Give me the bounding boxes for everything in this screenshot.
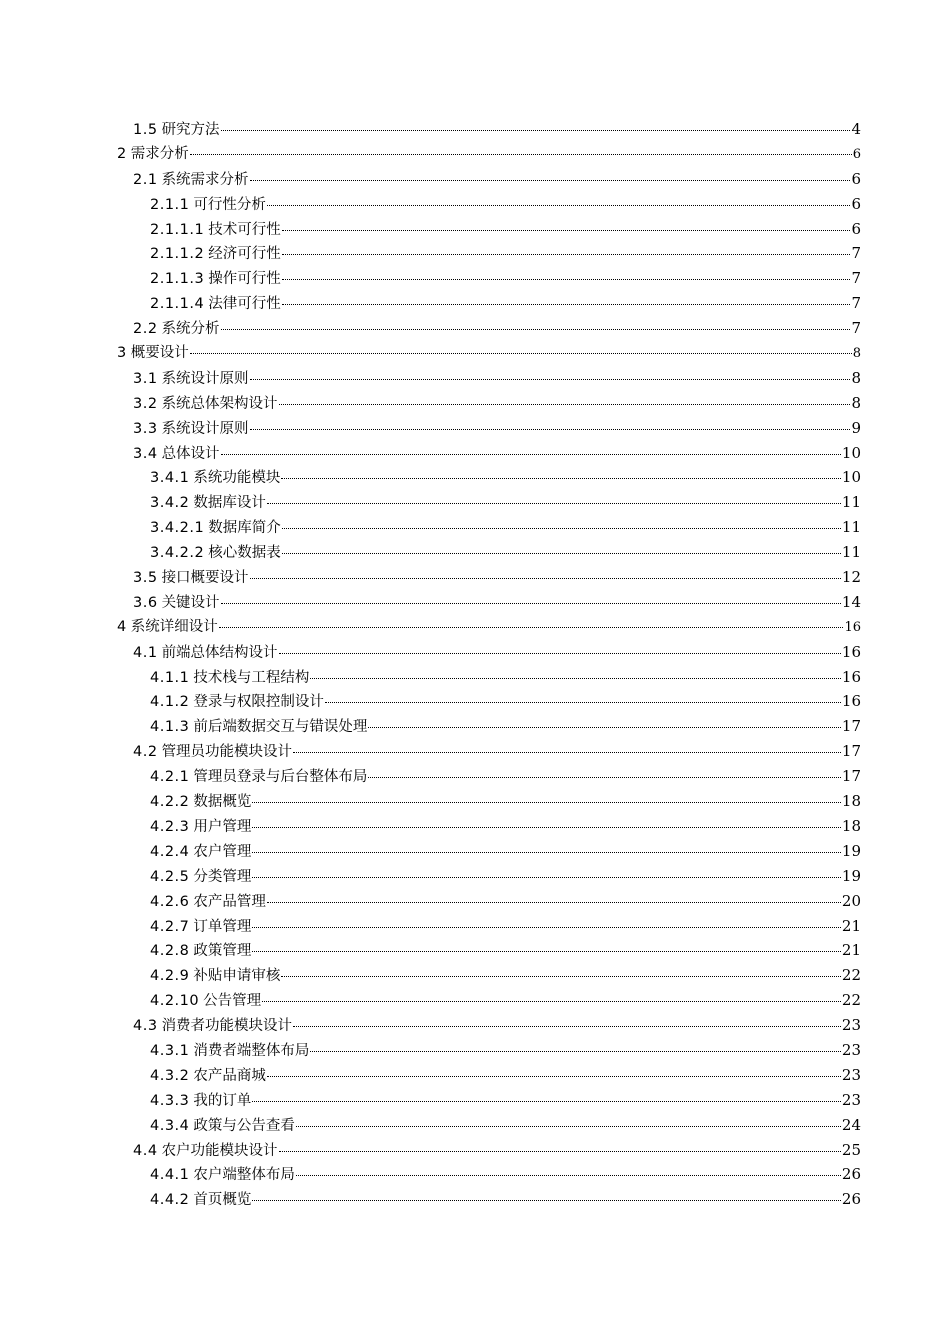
toc-entry-row — [117, 142, 861, 168]
toc-entry-page-number: 18 — [841, 792, 861, 811]
toc-entry-number: 2.1.1 — [150, 196, 190, 213]
toc-entry-title: 核心数据表 — [208, 545, 281, 562]
toc-entry-page-number: 10 — [841, 443, 861, 462]
toc-entry-number: 4.1.3 — [150, 719, 190, 736]
toc-entry-title: 政策与公告查看 — [193, 1117, 295, 1134]
toc-entry-row — [117, 615, 861, 641]
toc-entry-page-number: 23 — [841, 1065, 861, 1084]
toc-entry-title: 需求分析 — [130, 145, 189, 162]
toc-dot-leader — [281, 976, 841, 977]
toc-entry-page-number: 16 — [841, 642, 861, 661]
toc-entry-number: 4.2.9 — [150, 968, 190, 985]
toc-entry-title: 农户功能模块设计 — [161, 1142, 278, 1159]
toc-entry-title: 法律可行性 — [208, 296, 281, 313]
toc-entry-page-number: 18 — [841, 816, 861, 835]
toc-dot-leader — [293, 752, 841, 753]
toc-entry-page-number: 14 — [841, 592, 861, 611]
toc-dot-leader — [267, 503, 841, 504]
toc-entry-row — [150, 192, 861, 218]
toc-dot-leader — [250, 429, 851, 430]
toc-entry-title: 系统功能模块 — [193, 470, 281, 487]
toc-entry[interactable] — [0, 814, 950, 839]
toc-entry-row — [150, 764, 861, 790]
toc-entry[interactable] — [0, 565, 950, 590]
toc-entry-page-number: 21 — [841, 916, 861, 935]
toc-entry[interactable] — [0, 640, 950, 665]
toc-entry[interactable] — [0, 1088, 950, 1113]
toc-entry-title: 数据概览 — [193, 794, 252, 811]
toc-entry-row — [150, 914, 861, 940]
toc-entry[interactable] — [0, 1038, 950, 1063]
toc-entry-page-number: 8 — [852, 346, 861, 362]
toc-entry-page-number: 17 — [841, 767, 861, 786]
toc-entry-page-number: 17 — [841, 742, 861, 761]
toc-entry[interactable] — [0, 864, 950, 889]
toc-entry-page-number: 23 — [841, 1040, 861, 1059]
toc-entry-page-number: 12 — [841, 568, 861, 587]
toc-entry[interactable] — [0, 1063, 950, 1088]
toc-dot-leader — [325, 702, 841, 703]
toc-entry-row — [150, 814, 861, 840]
toc-entry-row — [150, 465, 861, 491]
toc-entry-title: 接口概要设计 — [161, 570, 249, 587]
toc-dot-leader — [310, 1051, 841, 1052]
toc-dot-leader — [252, 852, 841, 853]
toc-entry-title: 技术栈与工程结构 — [193, 669, 310, 686]
toc-dot-leader — [282, 279, 851, 280]
toc-entry-row — [133, 117, 861, 143]
toc-dot-leader — [252, 951, 841, 952]
toc-entry-row — [133, 391, 861, 417]
toc-entry-row — [133, 1013, 861, 1039]
toc-entry-title: 系统设计原则 — [161, 420, 249, 437]
toc-entry-number: 4.3 — [133, 1018, 158, 1035]
toc-entry-title: 总体设计 — [161, 445, 220, 462]
toc-entry-page-number: 22 — [841, 991, 861, 1010]
toc-entry[interactable] — [0, 914, 950, 939]
toc-entry-number: 4.4.2 — [150, 1192, 190, 1209]
toc-entry-number: 4.4.1 — [150, 1167, 190, 1184]
toc-dot-leader — [250, 578, 841, 579]
toc-entry[interactable] — [0, 789, 950, 814]
toc-entry-number: 4.3.2 — [150, 1067, 190, 1084]
toc-entry-number: 3.2 — [133, 395, 158, 412]
toc-entry[interactable] — [0, 142, 950, 167]
toc-dot-leader — [221, 454, 841, 455]
toc-entry[interactable] — [0, 391, 950, 416]
toc-entry[interactable] — [0, 764, 950, 789]
toc-entry-number: 4.2.4 — [150, 843, 190, 860]
toc-entry[interactable] — [0, 938, 950, 963]
toc-entry[interactable] — [0, 714, 950, 739]
toc-dot-leader — [190, 353, 852, 354]
toc-dot-leader — [281, 478, 841, 479]
toc-entry-title: 系统详细设计 — [130, 618, 218, 635]
toc-entry-title: 公告管理 — [203, 993, 262, 1010]
toc-entry-page-number: 26 — [841, 1190, 861, 1209]
toc-entry-number: 3.3 — [133, 420, 158, 437]
toc-entry-page-number: 16 — [841, 692, 861, 711]
toc-dot-leader — [252, 1200, 841, 1201]
toc-entry-title: 系统需求分析 — [161, 171, 249, 188]
toc-entry-row — [150, 1187, 861, 1213]
toc-entry-title: 消费者功能模块设计 — [161, 1018, 293, 1035]
toc-entry-page-number: 16 — [844, 619, 861, 635]
toc-dot-leader — [296, 1175, 841, 1176]
toc-entry-page-number: 8 — [851, 393, 861, 412]
toc-entry-row — [150, 864, 861, 890]
toc-entry-row — [133, 565, 861, 591]
toc-entry-page-number: 17 — [841, 717, 861, 736]
toc-entry-row — [150, 963, 861, 989]
toc-entry-number: 4 — [117, 618, 127, 635]
toc-entry-row — [133, 739, 861, 765]
toc-entry[interactable] — [0, 316, 950, 341]
toc-entry-number: 2 — [117, 145, 127, 162]
toc-entry-number: 4.1.2 — [150, 694, 190, 711]
toc-entry-number: 2.1 — [133, 171, 158, 188]
toc-entry[interactable] — [0, 241, 950, 266]
toc-entry-row — [150, 889, 861, 915]
toc-entry-title: 系统总体架构设计 — [161, 395, 278, 412]
toc-dot-leader — [282, 528, 841, 529]
toc-dot-leader — [293, 1026, 841, 1027]
toc-entry-title: 补贴申请审核 — [193, 968, 281, 985]
toc-entry[interactable] — [0, 117, 950, 142]
toc-entry[interactable] — [0, 515, 950, 540]
toc-dot-leader — [282, 553, 841, 554]
toc-entry-title: 农户端整体布局 — [193, 1167, 295, 1184]
toc-entry-row — [133, 316, 861, 342]
toc-entry[interactable] — [0, 217, 950, 242]
toc-entry-title: 登录与权限控制设计 — [193, 694, 324, 711]
toc-dot-leader — [221, 603, 841, 604]
toc-entry-number: 3.4 — [133, 445, 158, 462]
toc-entry-number: 4.2.7 — [150, 918, 190, 935]
toc-entry-page-number: 23 — [841, 1090, 861, 1109]
toc-dot-leader — [282, 254, 851, 255]
toc-entry[interactable] — [0, 291, 950, 316]
toc-dot-leader — [252, 1101, 841, 1102]
toc-entry-number: 1.5 — [133, 122, 158, 138]
toc-dot-leader — [282, 230, 851, 231]
toc-entry-row — [150, 714, 861, 740]
toc-entry-row — [150, 938, 861, 964]
toc-entry-page-number: 19 — [841, 841, 861, 860]
toc-entry-number: 4.2.1 — [150, 769, 190, 786]
toc-entry-page-number: 26 — [841, 1165, 861, 1184]
toc-entry-page-number: 11 — [841, 543, 861, 562]
toc-entry-row — [150, 241, 861, 267]
toc-entry-title: 前端总体结构设计 — [161, 644, 278, 661]
toc-entry[interactable] — [0, 341, 950, 366]
toc-entry[interactable] — [0, 490, 950, 515]
toc-entry-row — [150, 1162, 861, 1188]
toc-entry-row — [133, 167, 861, 193]
toc-entry[interactable] — [0, 963, 950, 988]
toc-entry-row — [133, 1138, 861, 1164]
toc-entry-row — [150, 839, 861, 865]
toc-entry-number: 4.2.3 — [150, 818, 190, 835]
toc-entry[interactable] — [0, 167, 950, 192]
toc-entry-row — [150, 988, 861, 1014]
toc-entry-page-number: 19 — [841, 866, 861, 885]
toc-dot-leader — [267, 1076, 841, 1077]
toc-entry-title: 前后端数据交互与错误处理 — [193, 719, 368, 736]
toc-entry-page-number: 10 — [841, 468, 861, 487]
toc-entry-number: 4.3.1 — [150, 1042, 190, 1059]
toc-dot-leader — [267, 902, 841, 903]
toc-entry-row — [150, 665, 861, 691]
toc-entry-number: 3.6 — [133, 594, 158, 611]
toc-entry[interactable] — [0, 366, 950, 391]
toc-entry-number: 3.4.2 — [150, 495, 190, 512]
toc-entry-page-number: 9 — [851, 418, 861, 437]
toc-entry-number: 3.5 — [133, 570, 158, 587]
toc-dot-leader — [368, 727, 841, 728]
toc-entry-number: 3.4.1 — [150, 470, 190, 487]
toc-entry-row — [150, 490, 861, 516]
toc-entry-number: 3.1 — [133, 370, 158, 387]
toc-entry-row — [150, 540, 861, 566]
toc-entry-row — [150, 217, 861, 243]
toc-entry-page-number: 20 — [841, 891, 861, 910]
toc-dot-leader — [310, 678, 841, 679]
toc-dot-leader — [252, 927, 841, 928]
toc-entry-page-number: 16 — [841, 667, 861, 686]
toc-entry[interactable] — [0, 441, 950, 466]
toc-entry-row — [133, 366, 861, 392]
toc-entry-number: 2.2 — [133, 321, 158, 338]
toc-entry-page-number: 23 — [841, 1016, 861, 1035]
toc-entry-page-number: 7 — [851, 294, 861, 313]
toc-dot-leader — [252, 877, 841, 878]
toc-entry-title: 系统分析 — [161, 321, 220, 338]
toc-entry-title: 农产品商城 — [193, 1067, 266, 1084]
toc-entry[interactable] — [0, 416, 950, 441]
toc-dot-leader — [262, 1001, 841, 1002]
toc-entry-number: 2.1.1.2 — [150, 246, 205, 263]
toc-entry-row — [133, 590, 861, 616]
toc-entry-number: 3.4.2.1 — [150, 520, 205, 537]
toc-entry-number: 2.1.1.4 — [150, 296, 205, 313]
toc-entry-row — [133, 640, 861, 666]
toc-entry-number: 4.2.2 — [150, 794, 190, 811]
toc-entry-title: 农产品管理 — [193, 893, 266, 910]
toc-entry-number: 4.1 — [133, 644, 158, 661]
toc-entry-title: 政策管理 — [193, 943, 252, 960]
toc-dot-leader — [279, 404, 851, 405]
toc-dot-leader — [282, 304, 851, 305]
toc-entry-title: 关键设计 — [161, 594, 220, 611]
toc-entry-number: 4.4 — [133, 1142, 158, 1159]
toc-dot-leader — [221, 130, 851, 131]
toc-entry-row — [150, 1113, 861, 1139]
toc-entry[interactable] — [0, 465, 950, 490]
toc-entry-row — [133, 416, 861, 442]
toc-entry-page-number: 7 — [851, 319, 861, 338]
toc-entry-title: 数据库简介 — [208, 520, 281, 537]
toc-entry-page-number: 11 — [841, 493, 861, 512]
table-of-contents — [0, 117, 950, 1212]
toc-entry-row — [150, 266, 861, 292]
toc-entry-number: 2.1.1.1 — [150, 221, 205, 238]
toc-entry-title: 研究方法 — [161, 122, 220, 138]
toc-entry-page-number: 22 — [841, 966, 861, 985]
toc-entry-number: 4.3.3 — [150, 1092, 190, 1109]
toc-entry-page-number: 6 — [851, 169, 861, 188]
toc-dot-leader — [279, 653, 841, 654]
toc-entry[interactable] — [0, 540, 950, 565]
toc-entry[interactable] — [0, 192, 950, 217]
toc-entry-page-number: 25 — [841, 1140, 861, 1159]
toc-entry[interactable] — [0, 1113, 950, 1138]
toc-dot-leader — [368, 777, 841, 778]
toc-entry-title: 农户管理 — [193, 843, 252, 860]
toc-entry-row — [150, 689, 861, 715]
toc-entry-title: 消费者端整体布局 — [193, 1042, 310, 1059]
toc-entry[interactable] — [0, 739, 950, 764]
toc-entry[interactable] — [0, 689, 950, 714]
toc-dot-leader — [252, 802, 841, 803]
toc-dot-leader — [221, 329, 851, 330]
toc-entry-title: 订单管理 — [193, 918, 252, 935]
toc-entry[interactable] — [0, 1013, 950, 1038]
toc-entry[interactable] — [0, 615, 950, 640]
toc-entry-title: 操作可行性 — [208, 271, 281, 288]
toc-entry-page-number: 7 — [851, 269, 861, 288]
toc-entry-title: 可行性分析 — [193, 196, 266, 213]
toc-dot-leader — [250, 379, 851, 380]
toc-entry-row — [150, 789, 861, 815]
toc-entry[interactable] — [0, 590, 950, 615]
toc-entry-title: 数据库设计 — [193, 495, 266, 512]
toc-entry-title: 经济可行性 — [208, 246, 281, 263]
toc-entry-number: 3 — [117, 345, 127, 362]
toc-entry-number: 4.2.5 — [150, 868, 190, 885]
toc-entry-title: 我的订单 — [193, 1092, 252, 1109]
toc-dot-leader — [252, 827, 841, 828]
toc-entry-page-number: 8 — [851, 368, 861, 387]
toc-dot-leader — [219, 627, 844, 628]
toc-entry-number: 4.2.8 — [150, 943, 190, 960]
toc-entry-page-number: 21 — [841, 941, 861, 960]
toc-entry-number: 2.1.1.3 — [150, 271, 205, 288]
toc-entry-title: 管理员登录与后台整体布局 — [193, 769, 368, 786]
toc-entry-page-number: 4 — [851, 120, 861, 138]
toc-entry-row — [150, 1038, 861, 1064]
toc-entry-number: 4.2.10 — [150, 993, 200, 1010]
toc-entry-title: 系统设计原则 — [161, 370, 249, 387]
toc-entry-row — [150, 515, 861, 541]
toc-entry[interactable] — [0, 839, 950, 864]
toc-entry-row — [150, 1088, 861, 1114]
toc-entry-title: 技术可行性 — [208, 221, 281, 238]
toc-entry-page-number: 24 — [841, 1115, 861, 1134]
toc-entry-number: 4.2.6 — [150, 893, 190, 910]
toc-entry-page-number: 6 — [851, 194, 861, 213]
toc-entry-title: 管理员功能模块设计 — [161, 744, 293, 761]
toc-entry-number: 4.3.4 — [150, 1117, 190, 1134]
toc-entry-page-number: 11 — [841, 518, 861, 537]
toc-entry-title: 概要设计 — [130, 345, 189, 362]
toc-entry-row — [133, 441, 861, 467]
toc-entry-number: 4.2 — [133, 744, 158, 761]
toc-entry[interactable] — [0, 988, 950, 1013]
toc-entry-page-number: 6 — [852, 146, 861, 162]
toc-entry[interactable] — [0, 1138, 950, 1163]
toc-entry-title: 分类管理 — [193, 868, 252, 885]
toc-entry-row — [150, 291, 861, 317]
toc-entry[interactable] — [0, 889, 950, 914]
toc-entry[interactable] — [0, 665, 950, 690]
toc-entry[interactable] — [0, 266, 950, 291]
toc-dot-leader — [296, 1126, 841, 1127]
toc-entry-title: 首页概览 — [193, 1192, 252, 1209]
toc-dot-leader — [267, 205, 851, 206]
toc-entry[interactable] — [0, 1162, 950, 1187]
toc-entry-number: 3.4.2.2 — [150, 545, 205, 562]
toc-entry-number: 4.1.1 — [150, 669, 190, 686]
toc-dot-leader — [250, 180, 851, 181]
toc-dot-leader — [190, 154, 852, 155]
toc-entry-row — [117, 341, 861, 367]
toc-entry-page-number: 6 — [851, 219, 861, 238]
toc-entry-row — [150, 1063, 861, 1089]
toc-entry[interactable] — [0, 1187, 950, 1212]
toc-dot-leader — [279, 1151, 841, 1152]
toc-entry-page-number: 7 — [851, 244, 861, 263]
toc-entry-title: 用户管理 — [193, 818, 252, 835]
